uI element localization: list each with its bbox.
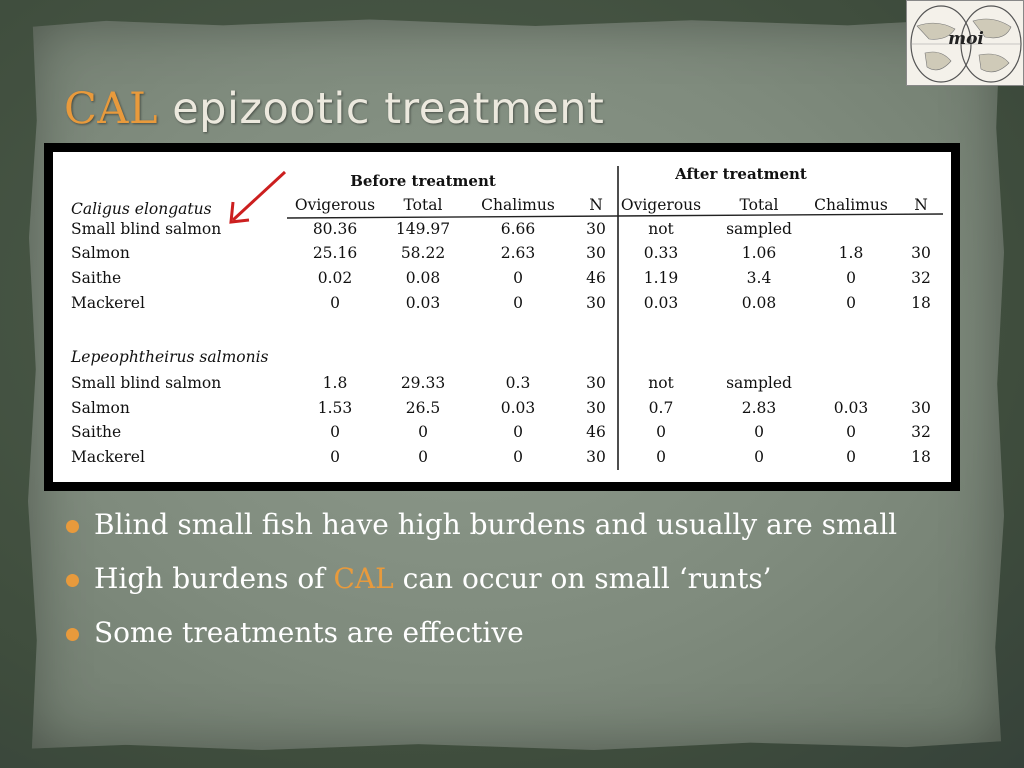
bullet-item [64,558,964,600]
bullet-dot-icon [66,628,79,641]
table-cell: 30 [586,399,606,417]
table-cell: 0 [418,448,428,466]
bullet-dot-icon [66,520,79,533]
host-label: Mackerel [71,448,145,466]
after-treatment-header: After treatment [675,165,807,183]
table-cell: not [648,220,674,238]
table-cell: 0 [846,269,856,287]
bullet-text: Blind small fish have high burdens and usually are small [94,508,898,541]
host-label: Small blind salmon [71,374,222,392]
table-cell: 1.8 [838,244,864,262]
host-label: Small blind salmon [71,220,222,238]
table-cell: 0 [330,294,340,312]
column-header: Ovigerous [620,196,702,214]
table-cell: 0 [513,294,523,312]
table-cell: not [648,374,674,392]
table-cell: 0 [754,448,764,466]
table-cell: 30 [586,244,606,262]
table-cell: 0 [846,294,856,312]
bullet-item [64,612,964,654]
table-cell: 149.97 [395,220,451,238]
table-cell: 0.03 [500,399,536,417]
page-title [64,84,604,134]
table-cell: sampled [726,374,792,392]
table-cell: 0.08 [741,294,777,312]
table-cell: 46 [586,423,606,441]
table-cell: 0 [846,423,856,441]
table-cell: 0.3 [505,374,531,392]
table-cell: 0 [513,448,523,466]
species-label: Lepeophtheirus salmonis [71,348,269,366]
table-cell: 1.19 [643,269,679,287]
column-header: Total [403,196,443,214]
bullet-highlight: CAL [333,562,394,595]
table-cell: 0 [330,448,340,466]
logo-text: moi [948,29,984,49]
column-header: N [914,196,928,214]
table-cell: 0.03 [643,294,679,312]
table-cell: 18 [911,294,931,312]
table-cell: 2.83 [741,399,777,417]
column-header: Ovigerous [294,196,376,214]
table-cell: 0 [330,423,340,441]
table-cell: 0 [754,423,764,441]
table-cell: 32 [911,423,931,441]
column-header: Total [739,196,779,214]
table-cell: 1.8 [322,374,348,392]
bullet-text: Some treatments are effective [94,616,524,649]
column-header: N [589,196,603,214]
table-cell: 30 [586,220,606,238]
table-cell: 0.03 [405,294,441,312]
table-cell: 29.33 [400,374,446,392]
table-cell: 0.7 [648,399,674,417]
table-cell: 30 [586,294,606,312]
table-cell: 0 [656,423,666,441]
table-cell: 6.66 [500,220,536,238]
bullet-item [64,504,964,546]
table-cell: 0 [846,448,856,466]
before-treatment-header: Before treatment [350,172,496,190]
table-cell: 30 [586,448,606,466]
table-cell: 3.4 [746,269,772,287]
table-cell: 58.22 [400,244,446,262]
table-cell: 0 [513,269,523,287]
host-label: Saithe [71,423,122,441]
host-label: Salmon [71,244,130,262]
table-cell: 46 [586,269,606,287]
header-rule [287,214,943,218]
table-cell: 30 [911,399,931,417]
table-cell: 0 [656,448,666,466]
host-label: Salmon [71,399,130,417]
host-label: Mackerel [71,294,145,312]
table-cell: 2.63 [500,244,536,262]
table-cell: 32 [911,269,931,287]
table-cell: 26.5 [405,399,441,417]
table-cell: 80.36 [312,220,358,238]
table-cell: 0.02 [317,269,353,287]
bullet-text-pre: High burdens of [94,562,334,595]
table-cell: 0.03 [833,399,869,417]
species-label: Caligus elongatus [71,200,212,218]
table-cell: 30 [586,374,606,392]
moi-logo [906,0,1024,86]
table-cell: 25.16 [312,244,358,262]
title-rest: epizootic treatment [172,84,605,134]
table-cell: 0.08 [405,269,441,287]
table-cell: 18 [911,448,931,466]
bullet-list [64,504,964,666]
arrow-icon [233,172,285,220]
parasite-table [44,143,960,491]
bullet-dot-icon [66,574,79,587]
table-cell: 0.33 [643,244,679,262]
table-cell: 30 [911,244,931,262]
column-header: Chalimus [481,196,555,214]
table-cell: 1.06 [741,244,777,262]
table-cell: 0 [513,423,523,441]
column-header: Chalimus [814,196,888,214]
host-label: Saithe [71,269,122,287]
table-cell: sampled [726,220,792,238]
table-cell: 0 [418,423,428,441]
table-cell: 1.53 [317,399,353,417]
bullet-text-post: can occur on small ‘runts’ [393,562,772,595]
title-highlight: CAL [64,84,159,134]
parasite-table-svg [53,152,951,482]
